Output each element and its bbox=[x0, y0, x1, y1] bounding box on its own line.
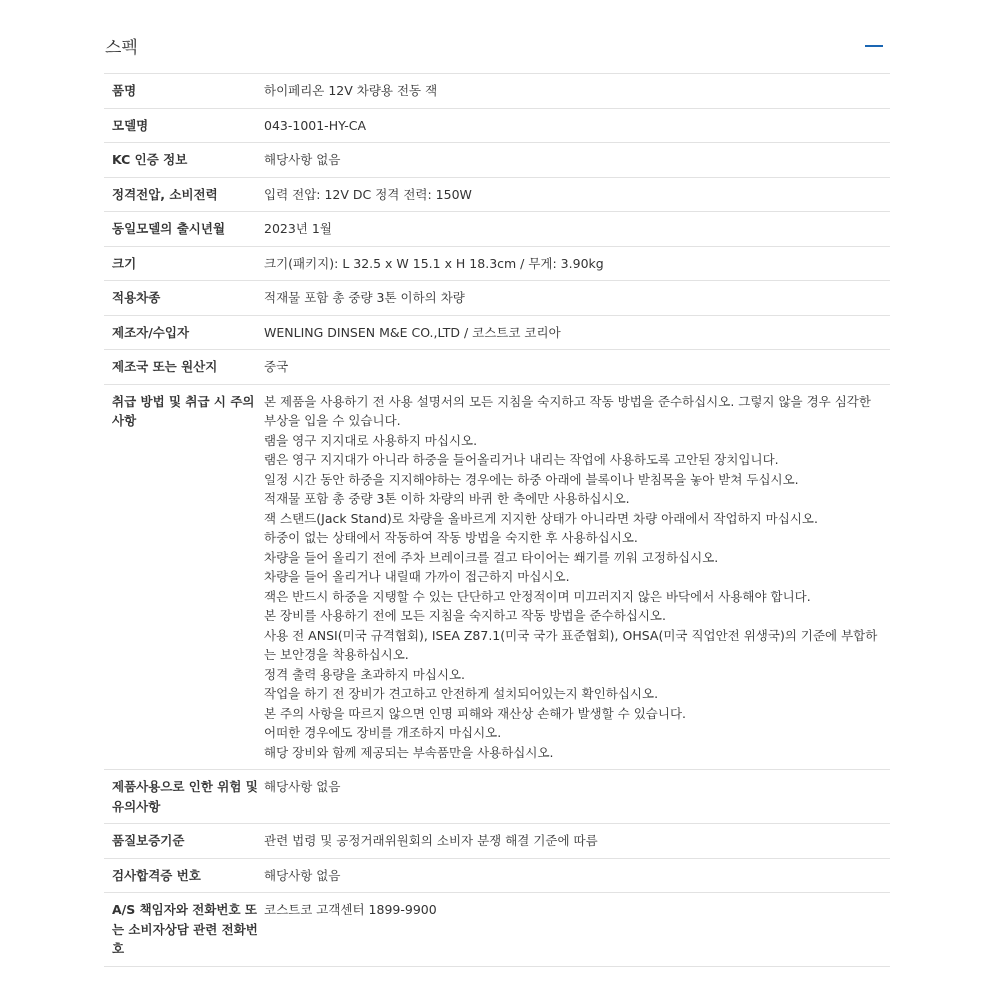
section-title: 스펙 bbox=[105, 38, 138, 58]
spec-label: KC 인증 정보 bbox=[112, 152, 188, 167]
spec-value bbox=[262, 143, 890, 178]
spec-value-line: WENLING DINSEN M&E CO.,LTD / 코스트코 코리아 bbox=[264, 324, 561, 340]
spec-row bbox=[104, 74, 890, 108]
spec-value-line: 코스트코 고객센터 1899-9900 bbox=[264, 902, 437, 917]
spec-value-line: 2023년 1월 bbox=[264, 221, 332, 236]
spec-label: 정격전압, 소비전력 bbox=[112, 186, 218, 202]
spec-row bbox=[104, 246, 890, 281]
spec-value-line: 본 주의 사항을 따르지 않으면 인명 피해와 재산상 손해가 발생할 수 있습니다. bbox=[264, 705, 687, 721]
spec-value bbox=[262, 824, 890, 859]
spec-row bbox=[104, 281, 890, 316]
spec-label: 품질보증기준 bbox=[112, 833, 185, 848]
spec-value-line: 크기(패키지): L 32.5 x W 15.1 x H 18.3cm / 무게: 3.90kg bbox=[264, 255, 604, 271]
spec-value bbox=[262, 212, 890, 247]
spec-label: 제조자/수입자 bbox=[112, 324, 190, 340]
spec-label: 적용차종 bbox=[112, 290, 161, 305]
spec-value bbox=[262, 770, 890, 824]
spec-section-header[interactable] bbox=[104, 18, 890, 74]
spec-value-line: 일정 시간 동안 하중을 지지해야하는 경우에는 하중 아래에 블록이나 받침목을 놓아 받쳐 두십시오. bbox=[264, 471, 799, 487]
spec-value-line: 본 장비를 사용하기 전에 모든 지침을 숙지하고 작동 방법을 준수하십시오. bbox=[264, 608, 666, 623]
spec-label: 크기 bbox=[112, 255, 137, 271]
spec-value-line: 램을 영구 지지대로 사용하지 마십시오. bbox=[264, 432, 478, 448]
minus-icon[interactable] bbox=[864, 36, 884, 56]
spec-row bbox=[104, 315, 890, 350]
spec-value-line: 본 제품을 사용하기 전 사용 설명서의 모든 지침을 숙지하고 작동 방법을 준수하십시오. 그렇지 않을 경우 심각한 부상을 입을 수 있습니다. bbox=[264, 393, 871, 428]
spec-section bbox=[104, 18, 890, 967]
spec-value-line: 잭은 반드시 하중을 지탱할 수 있는 단단하고 안정적이며 미끄러지지 않은 바닥에서 사용해야 합니다. bbox=[264, 588, 811, 604]
spec-value-line: 043-1001-HY-CA bbox=[264, 117, 367, 133]
spec-row bbox=[104, 177, 890, 212]
spec-value bbox=[262, 384, 890, 770]
spec-label: 동일모델의 출시년월 bbox=[112, 221, 226, 236]
spec-label: 검사합격증 번호 bbox=[112, 867, 201, 883]
spec-row bbox=[104, 824, 890, 859]
spec-value-line: 차량을 들어 올리기 전에 주차 브레이크를 걸고 타이어는 쐐기를 끼워 고정하십시오. bbox=[264, 549, 719, 565]
spec-value bbox=[262, 315, 890, 350]
spec-row bbox=[104, 858, 890, 893]
spec-label: 제조국 또는 원산지 bbox=[112, 359, 218, 374]
spec-value bbox=[262, 246, 890, 281]
spec-value-line: 관련 법령 및 공정거래위원회의 소비자 분쟁 해결 기준에 따름 bbox=[264, 833, 598, 848]
spec-row bbox=[104, 212, 890, 247]
spec-value-line: 입력 전압: 12V DC 정격 전력: 150W bbox=[264, 186, 472, 202]
spec-value bbox=[262, 108, 890, 143]
spec-value-line: 해당사항 없음 bbox=[264, 867, 341, 883]
spec-value bbox=[262, 177, 890, 212]
spec-value-line: 해당사항 없음 bbox=[264, 152, 341, 167]
spec-value-line: 어떠한 경우에도 장비를 개조하지 마십시오. bbox=[264, 725, 502, 740]
spec-value bbox=[262, 893, 890, 967]
spec-value-line: 램은 영구 지지대가 아니라 하중을 들어올리거나 내리는 작업에 사용하도록 고안된 장치입니다. bbox=[264, 452, 779, 467]
spec-value bbox=[262, 350, 890, 385]
spec-value-line: 중국 bbox=[264, 359, 289, 374]
spec-row bbox=[104, 384, 890, 770]
spec-value-line: 정격 출력 용량을 초과하지 마십시오. bbox=[264, 666, 465, 682]
spec-row bbox=[104, 770, 890, 824]
spec-row bbox=[104, 108, 890, 143]
spec-row bbox=[104, 350, 890, 385]
spec-value-line: 작업을 하기 전 장비가 견고하고 안전하게 설치되어있는지 확인하십시오. bbox=[264, 686, 659, 701]
spec-value-line: 하이페리온 12V 차량용 전동 잭 bbox=[264, 83, 438, 98]
spec-label: A/S 책임자와 전화번호 또는 소비자상담 관련 전화번호 bbox=[112, 902, 258, 956]
spec-row bbox=[104, 143, 890, 178]
spec-value-line: 적재물 포함 총 중량 3톤 이하의 차량 bbox=[264, 290, 465, 305]
spec-table bbox=[104, 74, 890, 967]
spec-value-line: 하중이 없는 상태에서 작동하여 작동 방법을 숙지한 후 사용하십시오. bbox=[264, 530, 638, 545]
spec-value-line: 잭 스탠드(Jack Stand)로 차량을 올바르게 지지한 상태가 아니라면 차량 아래에서 작업하지 마십시오. bbox=[264, 510, 818, 526]
spec-label: 취급 방법 및 취급 시 주의사항 bbox=[112, 393, 255, 428]
spec-label: 모델명 bbox=[112, 117, 149, 133]
spec-label: 제품사용으로 인한 위험 및 유의사항 bbox=[112, 779, 258, 814]
spec-value bbox=[262, 858, 890, 893]
spec-value-line: 해당사항 없음 bbox=[264, 779, 341, 794]
spec-value-line: 차량을 들어 올리거나 내릴때 가까이 접근하지 마십시오. bbox=[264, 569, 570, 584]
spec-value-line: 사용 전 ANSI(미국 규격협회), ISEA Z87.1(미국 국가 표준협회), OHSA(미국 직업안전 위생국)의 기준에 부합하는 보안경을 착용하십시오. bbox=[264, 627, 878, 662]
spec-value bbox=[262, 74, 890, 108]
spec-row bbox=[104, 893, 890, 967]
spec-value bbox=[262, 281, 890, 316]
spec-value-line: 해당 장비와 함께 제공되는 부속품만을 사용하십시오. bbox=[264, 744, 554, 760]
spec-value-line: 적재물 포함 총 중량 3톤 이하 차량의 바퀴 한 축에만 사용하십시오. bbox=[264, 491, 630, 506]
spec-label: 품명 bbox=[112, 83, 137, 98]
